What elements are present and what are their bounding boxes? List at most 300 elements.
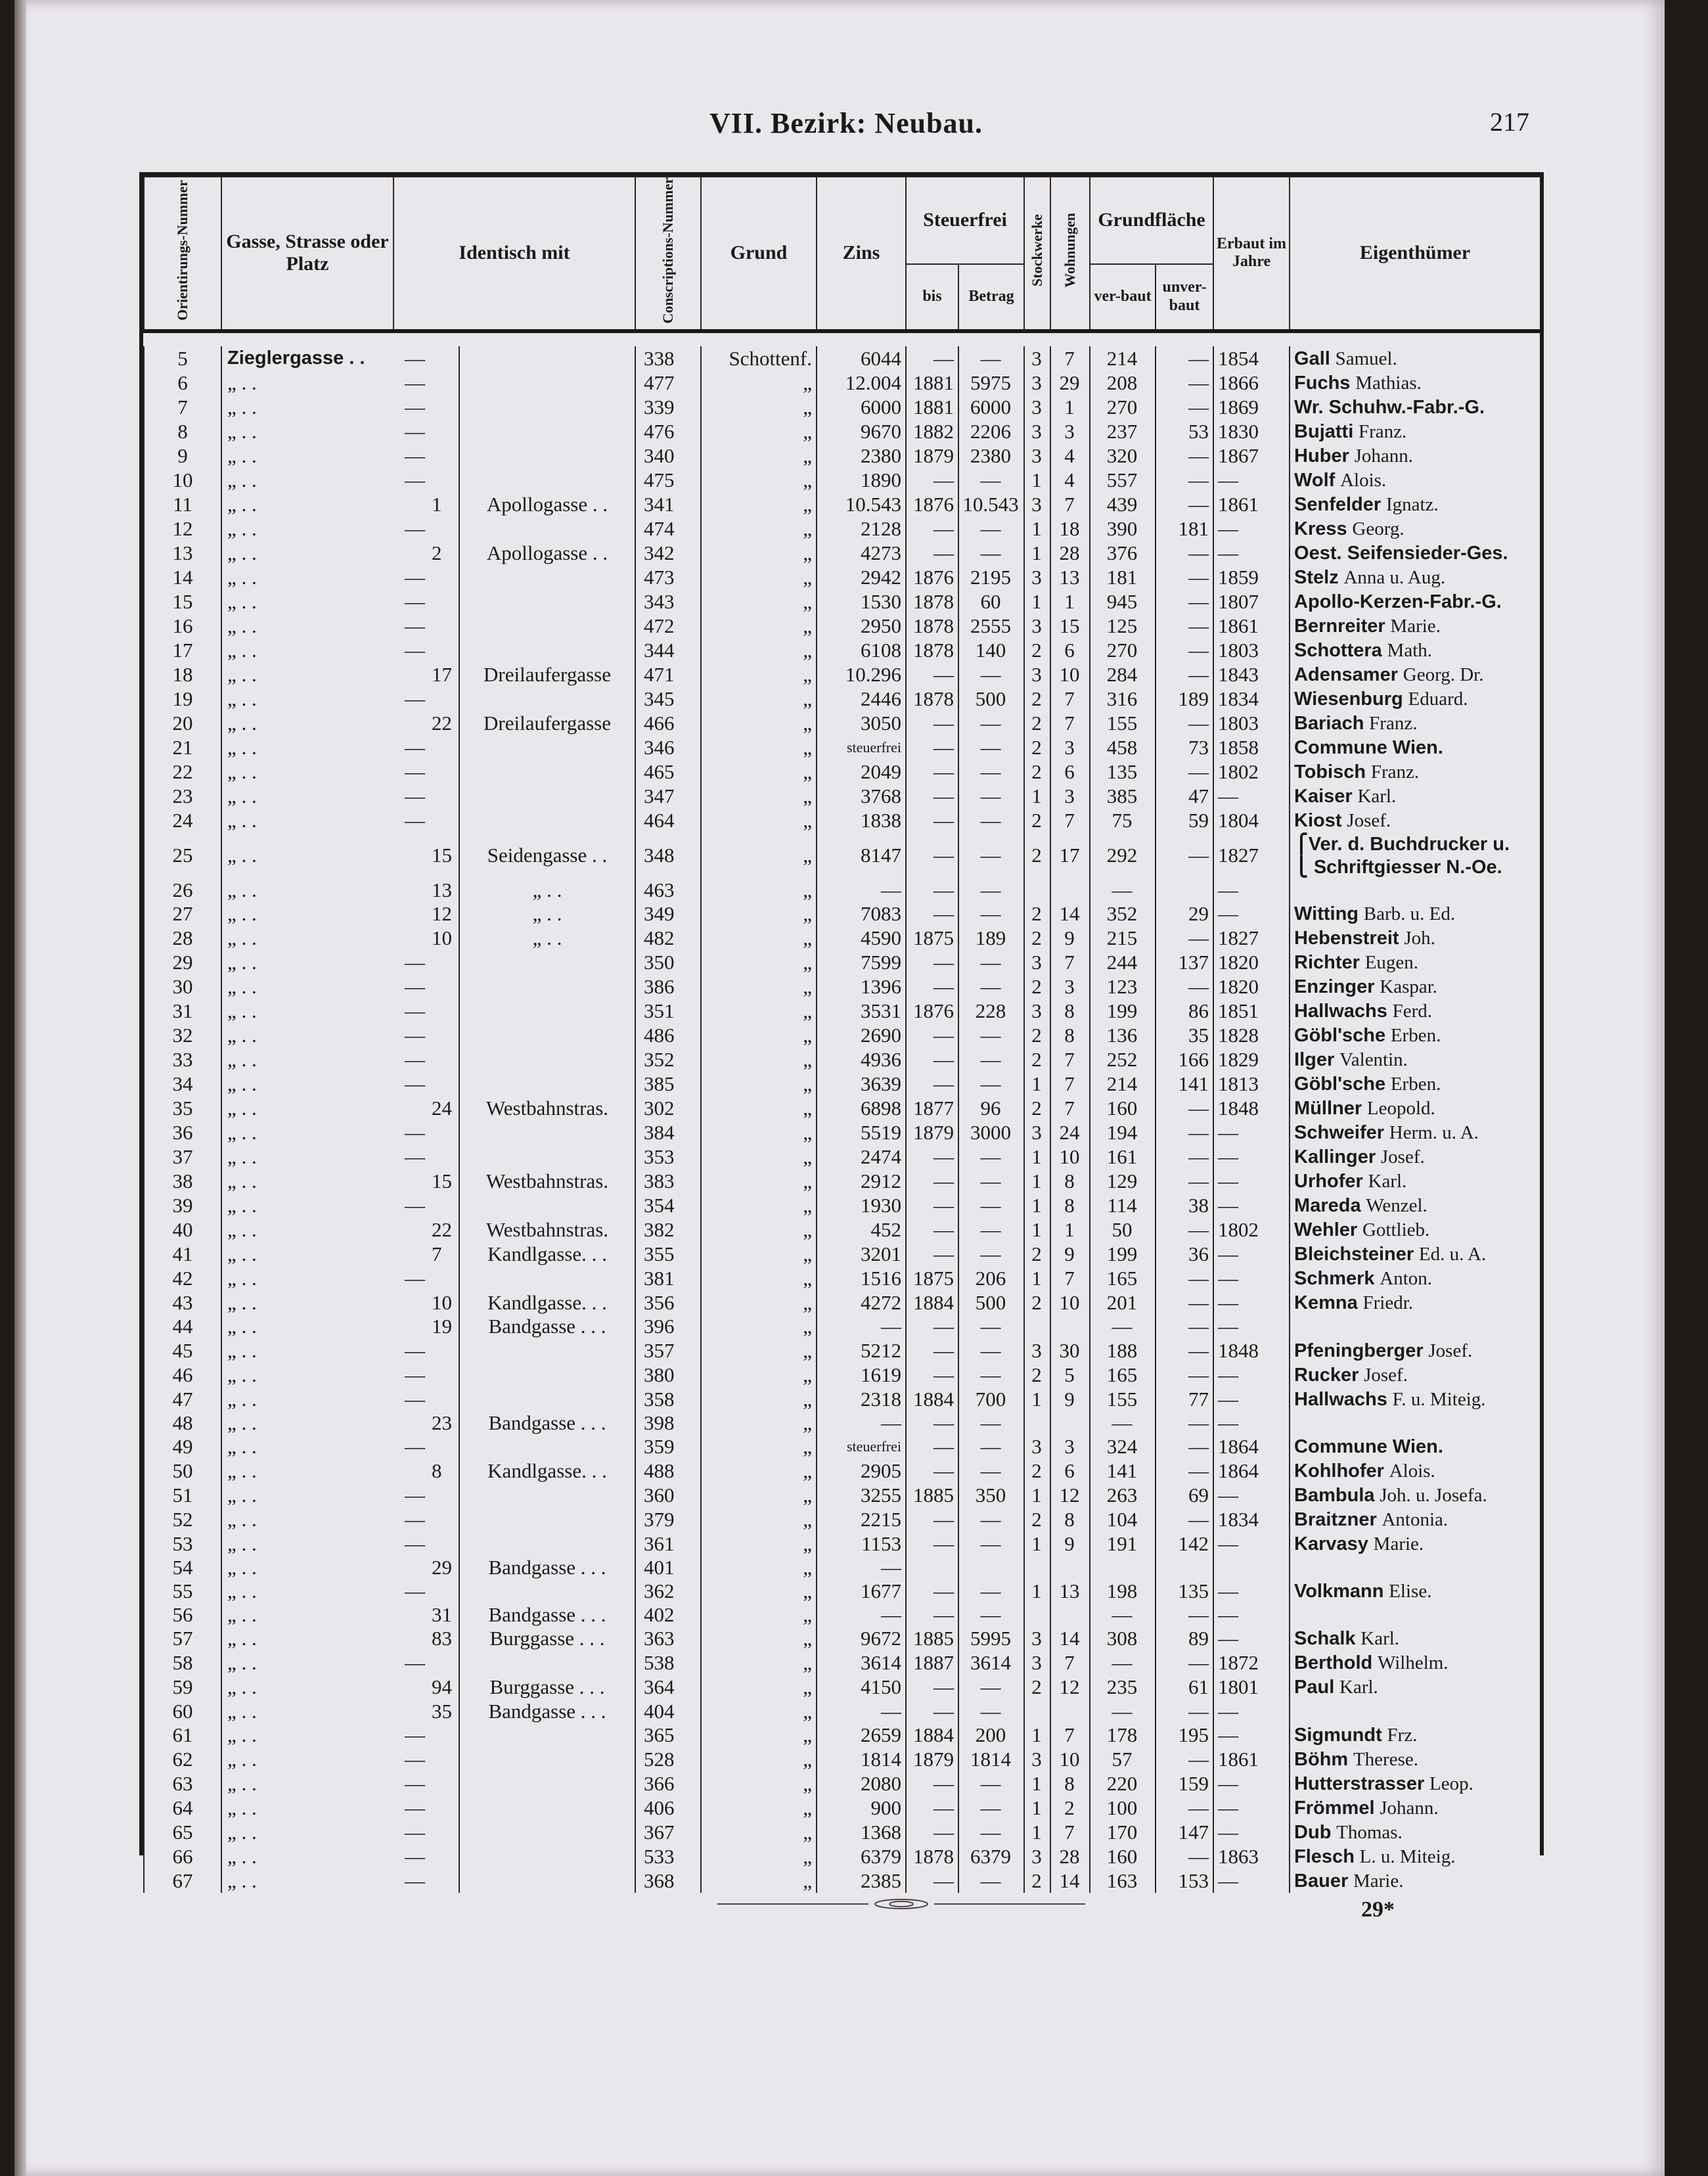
cell-zins: 4590 — [817, 926, 906, 950]
col-eigenthuemer: Eigenthümer — [1290, 177, 1540, 331]
table-row — [144, 541, 1540, 565]
table-row — [144, 371, 1540, 395]
owner-surname: Göbl'sche — [1294, 1025, 1386, 1047]
cell-stockwerke: 2 — [1024, 1047, 1050, 1072]
cell-identisch-number — [429, 1363, 459, 1387]
cell-steuerfrei-bis: — — [906, 1363, 958, 1387]
cell-conscription-number: 342 — [635, 541, 701, 565]
cell-identisch-dash: — — [405, 1387, 425, 1411]
cell-erbaut: — — [1213, 1387, 1290, 1411]
cell-steuerfrei-bis: — — [906, 1338, 958, 1363]
cell-identisch-number — [429, 443, 459, 468]
owner-surname: Sigmundt — [1294, 1724, 1382, 1746]
cell-identisch-dash — [393, 1411, 429, 1434]
cell-gasse: „ . . — [221, 1796, 393, 1820]
cell-conscription-number: 351 — [635, 999, 701, 1023]
cell-conscription-number: 379 — [635, 1507, 701, 1531]
owner-surname: Müllner — [1294, 1098, 1362, 1120]
cell-eigenthuemer — [1290, 1193, 1540, 1217]
cell-gasse: Zieglergasse . . — [221, 346, 393, 371]
cell-eigenthuemer — [1290, 589, 1540, 614]
cell-conscription-number: 344 — [635, 638, 701, 662]
cell-steuerfrei-bis: 1877 — [906, 1096, 958, 1120]
cell-eigenthuemer — [1290, 1844, 1540, 1869]
cell-eigenthuemer — [1290, 1820, 1540, 1844]
owner-given-name: Wilhelm. — [1378, 1652, 1449, 1674]
cell-steuerfrei-betrag: 500 — [958, 1290, 1024, 1315]
cell-conscription-number: 363 — [635, 1626, 701, 1650]
cell-erbaut: 1848 — [1213, 1096, 1290, 1120]
cell-identisch-dash: — — [405, 735, 425, 759]
cell-wohnungen: 24 — [1050, 1120, 1090, 1145]
cell-steuerfrei-bis: — — [906, 1193, 958, 1217]
cell-grund: „ — [701, 1363, 817, 1387]
cell-zins: — — [817, 1411, 906, 1434]
cell-grund: „ — [701, 1531, 817, 1556]
cell-grund: Schottenf. — [701, 346, 817, 371]
cell-steuerfrei-betrag: — — [958, 1411, 1024, 1434]
cell-erbaut: — — [1213, 901, 1290, 926]
cell-identisch-number — [429, 395, 459, 419]
cell-wohnungen: 7 — [1050, 1096, 1090, 1120]
cell-gasse: „ . . — [221, 808, 393, 832]
cell-verbaut: 214 — [1090, 346, 1156, 371]
cell-wohnungen: 7 — [1050, 808, 1090, 832]
cell-identisch-dash: — — [405, 1771, 425, 1795]
cell-identisch-dash — [393, 1290, 429, 1315]
cell-wohnungen: 15 — [1050, 614, 1090, 638]
cell-verbaut: 376 — [1090, 541, 1156, 565]
cell-eigenthuemer — [1290, 1434, 1540, 1459]
owner-given-name: Math. — [1387, 639, 1433, 661]
cell-conscription-number: 538 — [635, 1650, 701, 1675]
cell-eigenthuemer — [1290, 901, 1540, 926]
table-row — [144, 901, 1540, 926]
owner-surname: Stelz — [1294, 566, 1339, 588]
cell-stockwerke: 2 — [1024, 687, 1050, 711]
cell-steuerfrei-betrag: — — [958, 1459, 1024, 1483]
cell-identisch-street — [459, 1650, 635, 1675]
cell-eigenthuemer — [1290, 759, 1540, 784]
cell-unverbaut: 189 — [1156, 687, 1213, 711]
cell-conscription-number: 358 — [635, 1387, 701, 1411]
cell-grund: „ — [701, 687, 817, 711]
cell-conscription-number: 463 — [635, 878, 701, 901]
owner-given-name: Franz. — [1359, 420, 1407, 442]
table-row — [144, 1338, 1540, 1363]
cell-wohnungen: 8 — [1050, 1169, 1090, 1193]
cell-identisch-number — [429, 1023, 459, 1047]
cell-verbaut: 557 — [1090, 468, 1156, 492]
cell-orient: 45 — [144, 1338, 221, 1363]
owner-given-name: Herm. u. A. — [1389, 1122, 1479, 1144]
cell-steuerfrei-bis: — — [906, 1217, 958, 1242]
cell-verbaut: 163 — [1090, 1869, 1156, 1893]
cell-verbaut: 170 — [1090, 1820, 1156, 1844]
owner-given-name: Wenzel. — [1366, 1195, 1427, 1217]
cell-identisch-dash: — — [405, 1820, 425, 1844]
cell-identisch-street — [459, 687, 635, 711]
cell-steuerfrei-betrag: 206 — [958, 1266, 1024, 1290]
cell-erbaut: 1830 — [1213, 419, 1290, 443]
cell-unverbaut: 89 — [1156, 1626, 1213, 1650]
cell-grund: „ — [701, 1242, 817, 1266]
cell-erbaut: 1851 — [1213, 999, 1290, 1023]
cell-orient: 52 — [144, 1507, 221, 1531]
cell-conscription-number: 346 — [635, 735, 701, 759]
owner-surname-line2: ⎩ Schriftgiesser N.-Oe. — [1294, 856, 1502, 878]
cell-unverbaut: 47 — [1156, 784, 1213, 808]
cell-gasse: „ . . — [221, 1290, 393, 1315]
table-row — [144, 1169, 1540, 1193]
cell-steuerfrei-bis — [906, 1556, 958, 1579]
cell-zins: 2912 — [817, 1169, 906, 1193]
cell-erbaut: 1813 — [1213, 1072, 1290, 1096]
cell-identisch-dash: — — [405, 951, 425, 974]
owner-surname: ⎧Ver. d. Buchdrucker u. — [1294, 833, 1510, 855]
cell-unverbaut: — — [1156, 468, 1213, 492]
cell-conscription-number: 406 — [635, 1796, 701, 1820]
cell-steuerfrei-bis: 1878 — [906, 687, 958, 711]
cell-grund: „ — [701, 759, 817, 784]
cell-wohnungen: 8 — [1050, 1193, 1090, 1217]
cell-zins: 1153 — [817, 1531, 906, 1556]
cell-zins: 9672 — [817, 1626, 906, 1650]
cell-stockwerke: 2 — [1024, 901, 1050, 926]
cell-erbaut: — — [1213, 1579, 1290, 1603]
cell-verbaut: 263 — [1090, 1483, 1156, 1507]
cell-orient: 17 — [144, 638, 221, 662]
cell-eigenthuemer — [1290, 999, 1540, 1023]
cell-zins: 3255 — [817, 1483, 906, 1507]
cell-identisch-street — [459, 735, 635, 759]
cell-unverbaut: 195 — [1156, 1723, 1213, 1747]
cell-stockwerke: 2 — [1024, 735, 1050, 759]
cell-eigenthuemer — [1290, 614, 1540, 638]
owner-surname: Fuchs — [1294, 372, 1351, 394]
cell-wohnungen: 6 — [1050, 759, 1090, 784]
cell-erbaut: — — [1213, 1266, 1290, 1290]
cell-steuerfrei-betrag: — — [958, 1507, 1024, 1531]
cell-unverbaut: — — [1156, 346, 1213, 371]
cell-identisch-number: 13 — [432, 878, 452, 902]
cell-identisch-number — [429, 1145, 459, 1169]
cell-unverbaut: — — [1156, 1844, 1213, 1869]
cell-identisch-number — [429, 1483, 459, 1507]
cell-stockwerke: 2 — [1024, 1869, 1050, 1893]
cell-gasse: „ . . — [221, 1169, 393, 1193]
cell-eigenthuemer — [1290, 1771, 1540, 1796]
owner-given-name: Marie. — [1353, 1870, 1404, 1892]
cell-identisch-dash: — — [405, 1072, 425, 1096]
cell-identisch-street — [459, 1747, 635, 1771]
cell-conscription-number: 482 — [635, 926, 701, 950]
cell-wohnungen: 9 — [1050, 1531, 1090, 1556]
owner-surname: Bleichsteiner — [1294, 1244, 1414, 1265]
cell-orient: 22 — [144, 759, 221, 784]
cell-steuerfrei-betrag: — — [958, 1771, 1024, 1796]
table-row — [144, 1120, 1540, 1145]
cell-steuerfrei-bis: — — [906, 1603, 958, 1626]
cell-wohnungen: 7 — [1050, 1820, 1090, 1844]
cell-gasse: „ . . — [221, 1217, 393, 1242]
owner-surname: Wolf — [1294, 469, 1336, 491]
table-row — [144, 589, 1540, 614]
owner-given-name: Georg. Dr. — [1403, 664, 1484, 685]
cell-steuerfrei-bis: — — [906, 1169, 958, 1193]
cell-identisch-number — [429, 371, 459, 395]
cell-conscription-number: 398 — [635, 1411, 701, 1434]
cell-identisch-number: 19 — [432, 1315, 452, 1338]
cell-grund: „ — [701, 735, 817, 759]
cell-grund: „ — [701, 1869, 817, 1893]
cell-erbaut: — — [1213, 1169, 1290, 1193]
cell-wohnungen: 7 — [1050, 711, 1090, 735]
cell-unverbaut: — — [1156, 1169, 1213, 1193]
table-row — [144, 784, 1540, 808]
cell-steuerfrei-bis: — — [906, 662, 958, 687]
cell-orient: 39 — [144, 1193, 221, 1217]
cell-identisch-street — [459, 1796, 635, 1820]
cell-gasse: „ . . — [221, 1531, 393, 1556]
cell-eigenthuemer — [1290, 1023, 1540, 1047]
cell-stockwerke: 1 — [1024, 589, 1050, 614]
cell-steuerfrei-betrag: — — [958, 346, 1024, 371]
cell-identisch-number — [429, 1072, 459, 1096]
cell-verbaut: — — [1090, 1603, 1156, 1626]
cell-orient: 12 — [144, 516, 221, 541]
cell-zins: 2690 — [817, 1023, 906, 1047]
cell-conscription-number: 474 — [635, 516, 701, 541]
cell-gasse: „ . . — [221, 1434, 393, 1459]
owner-given-name: Therese. — [1353, 1748, 1418, 1770]
book-gutter — [14, 0, 26, 2176]
cell-stockwerke — [1024, 1556, 1050, 1579]
cell-grund: „ — [701, 614, 817, 638]
cell-identisch-number — [429, 1869, 459, 1893]
cell-zins: 1368 — [817, 1820, 906, 1844]
cell-eigenthuemer — [1290, 662, 1540, 687]
owner-given-name: Franz. — [1370, 761, 1420, 782]
cell-eigenthuemer — [1290, 419, 1540, 443]
cell-wohnungen: 10 — [1050, 1747, 1090, 1771]
cell-identisch-dash — [393, 662, 429, 687]
cell-identisch-number — [429, 1771, 459, 1796]
cell-eigenthuemer — [1290, 1869, 1540, 1893]
cell-steuerfrei-betrag: — — [958, 1699, 1024, 1722]
cell-conscription-number: 404 — [635, 1699, 701, 1722]
cell-verbaut: 191 — [1090, 1531, 1156, 1556]
cell-zins: 10.296 — [817, 662, 906, 687]
owner-surname: Hallwachs — [1294, 1388, 1387, 1410]
cell-grund: „ — [701, 1507, 817, 1531]
cell-wohnungen: 10 — [1050, 1145, 1090, 1169]
cell-unverbaut: 137 — [1156, 950, 1213, 974]
table-row — [144, 516, 1540, 541]
owner-surname: Flesch — [1294, 1846, 1355, 1867]
cell-identisch-dash: — — [405, 1024, 425, 1047]
cell-steuerfrei-betrag: — — [958, 1169, 1024, 1193]
cell-orient: 65 — [144, 1820, 221, 1844]
table-row — [144, 1771, 1540, 1796]
table-row — [144, 662, 1540, 687]
cell-zins: 1619 — [817, 1363, 906, 1387]
cell-erbaut: 1861 — [1213, 1747, 1290, 1771]
cell-conscription-number: 348 — [635, 832, 701, 878]
owner-given-name: Georg. — [1352, 518, 1405, 539]
cell-identisch-street — [459, 1483, 635, 1507]
cell-stockwerke: 1 — [1024, 541, 1050, 565]
cell-identisch-street: Burggasse . . . — [459, 1626, 635, 1650]
cell-conscription-number: 353 — [635, 1145, 701, 1169]
cell-verbaut: 123 — [1090, 974, 1156, 999]
cell-grund: „ — [701, 1603, 817, 1626]
cell-unverbaut: 153 — [1156, 1869, 1213, 1893]
cell-identisch-number: 22 — [432, 1218, 452, 1242]
cell-identisch-street — [459, 1579, 635, 1603]
cell-steuerfrei-bis: — — [906, 784, 958, 808]
cell-wohnungen: 7 — [1050, 1266, 1090, 1290]
cell-unverbaut: — — [1156, 1145, 1213, 1169]
owner-surname: Huber — [1294, 445, 1349, 466]
cell-steuerfrei-bis: — — [906, 832, 958, 878]
cell-zins: 3614 — [817, 1650, 906, 1675]
cell-stockwerke: 3 — [1024, 1434, 1050, 1459]
cell-steuerfrei-bis: 1885 — [906, 1483, 958, 1507]
cell-orient: 37 — [144, 1145, 221, 1169]
col-orient: Orientirungs-Nummer — [144, 177, 221, 331]
cell-conscription-number: 381 — [635, 1266, 701, 1290]
cell-conscription-number: 365 — [635, 1723, 701, 1747]
cell-identisch-dash: — — [405, 468, 425, 491]
owner-surname: Hebenstreit — [1294, 928, 1399, 949]
cell-zins: 6898 — [817, 1096, 906, 1120]
cell-identisch-number — [429, 808, 459, 832]
owner-given-name: Johann. — [1380, 1797, 1439, 1819]
owner-given-name: Eugen. — [1364, 952, 1419, 974]
cell-zins: 2080 — [817, 1771, 906, 1796]
cell-stockwerke: 3 — [1024, 1338, 1050, 1363]
cell-verbaut: 320 — [1090, 443, 1156, 468]
cell-unverbaut: — — [1156, 565, 1213, 589]
cell-eigenthuemer — [1290, 1072, 1540, 1096]
cell-steuerfrei-betrag: — — [958, 1820, 1024, 1844]
cell-conscription-number: 360 — [635, 1483, 701, 1507]
cell-stockwerke — [1024, 1411, 1050, 1434]
cell-verbaut: 199 — [1090, 1242, 1156, 1266]
cell-conscription-number: 345 — [635, 687, 701, 711]
cell-unverbaut: — — [1156, 443, 1213, 468]
cell-stockwerke — [1024, 1315, 1050, 1338]
cell-orient: 13 — [144, 541, 221, 565]
owner-given-name: Johann. — [1354, 445, 1413, 466]
cell-conscription-number: 367 — [635, 1820, 701, 1844]
cell-identisch-dash — [393, 926, 429, 950]
cell-steuerfrei-betrag: — — [958, 1023, 1024, 1047]
cell-steuerfrei-bis: — — [906, 808, 958, 832]
cell-steuerfrei-bis: — — [906, 1675, 958, 1699]
cell-steuerfrei-bis: 1878 — [906, 589, 958, 614]
cell-grund: „ — [701, 950, 817, 974]
cell-steuerfrei-betrag: — — [958, 1579, 1024, 1603]
cell-identisch-number — [429, 1531, 459, 1556]
cell-erbaut: — — [1213, 1531, 1290, 1556]
cell-conscription-number: 355 — [635, 1242, 701, 1266]
cell-steuerfrei-betrag: — — [958, 541, 1024, 565]
cell-zins: 1930 — [817, 1193, 906, 1217]
cell-steuerfrei-betrag: — — [958, 1047, 1024, 1072]
cell-orient: 55 — [144, 1579, 221, 1603]
cell-stockwerke: 1 — [1024, 1217, 1050, 1242]
cell-zins: 1814 — [817, 1747, 906, 1771]
cell-erbaut: 1802 — [1213, 1217, 1290, 1242]
cell-wohnungen: 4 — [1050, 443, 1090, 468]
owner-surname: Wehler — [1294, 1219, 1358, 1241]
cell-zins: 3639 — [817, 1072, 906, 1096]
col-wohnungen: Wohnungen — [1050, 177, 1090, 331]
cell-identisch-street: Dreilaufergasse — [459, 711, 635, 735]
cell-wohnungen: 7 — [1050, 1650, 1090, 1675]
cell-stockwerke: 3 — [1024, 999, 1050, 1023]
cell-stockwerke: 3 — [1024, 346, 1050, 371]
cell-zins: 2215 — [817, 1507, 906, 1531]
cell-grund: „ — [701, 1096, 817, 1120]
cell-identisch-number — [429, 687, 459, 711]
cell-identisch-street — [459, 565, 635, 589]
cell-erbaut: 1802 — [1213, 759, 1290, 784]
cell-eigenthuemer — [1290, 1096, 1540, 1120]
cell-erbaut: — — [1213, 1483, 1290, 1507]
cell-verbaut: 136 — [1090, 1023, 1156, 1047]
cell-unverbaut: — — [1156, 974, 1213, 999]
cell-grund: „ — [701, 662, 817, 687]
table-row — [144, 1483, 1540, 1507]
cell-identisch-dash: — — [405, 1267, 425, 1290]
cell-identisch-street — [459, 1387, 635, 1411]
cell-erbaut: 1801 — [1213, 1675, 1290, 1699]
cell-verbaut: 270 — [1090, 638, 1156, 662]
cell-orient: 10 — [144, 468, 221, 492]
cell-gasse: „ . . — [221, 443, 393, 468]
cell-wohnungen — [1050, 1556, 1090, 1579]
owner-given-name: Leopold. — [1366, 1098, 1435, 1120]
cell-grund: „ — [701, 1556, 817, 1579]
cell-grund: „ — [701, 711, 817, 735]
cell-orient: 7 — [144, 395, 221, 419]
cell-verbaut: 104 — [1090, 1507, 1156, 1531]
cell-eigenthuemer — [1290, 1699, 1540, 1722]
cell-erbaut: — — [1213, 1145, 1290, 1169]
cell-grund: „ — [701, 1796, 817, 1820]
cell-steuerfrei-bis: — — [906, 346, 958, 371]
cell-steuerfrei-betrag: — — [958, 950, 1024, 974]
register-table — [143, 176, 1541, 1893]
cell-erbaut: — — [1213, 541, 1290, 565]
cell-steuerfrei-bis: — — [906, 1796, 958, 1820]
owner-surname: Gall — [1294, 348, 1330, 369]
cell-orient: 66 — [144, 1844, 221, 1869]
cell-stockwerke: 1 — [1024, 1579, 1050, 1603]
table-row — [144, 974, 1540, 999]
cell-unverbaut: 86 — [1156, 999, 1213, 1023]
cell-stockwerke: 1 — [1024, 1387, 1050, 1411]
table-row — [144, 1145, 1540, 1169]
cell-steuerfrei-betrag: 1814 — [958, 1747, 1024, 1771]
cell-gasse: „ . . — [221, 1193, 393, 1217]
cell-gasse: „ . . — [221, 1411, 393, 1434]
cell-orient: 51 — [144, 1483, 221, 1507]
cell-stockwerke: 2 — [1024, 1242, 1050, 1266]
